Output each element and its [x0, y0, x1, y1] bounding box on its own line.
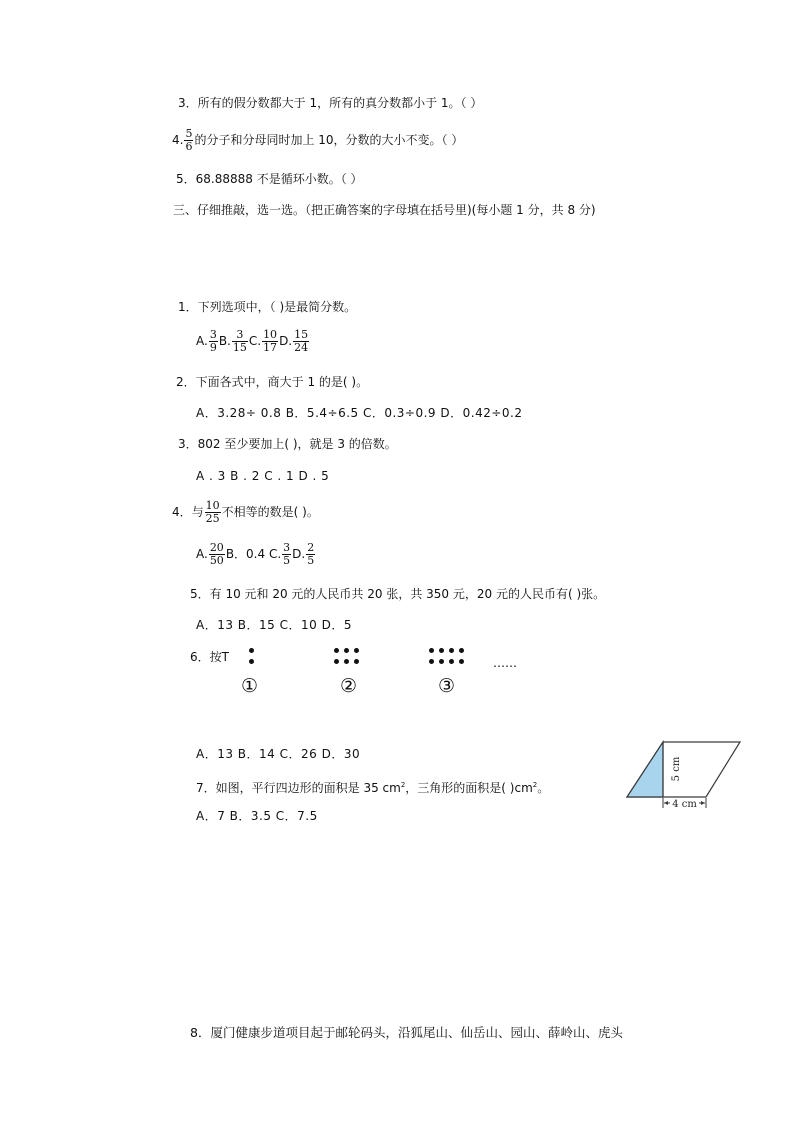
- choice-q2-stem: 2．下面各式中，商大于 1 的是( )。: [176, 375, 369, 389]
- option-c-fraction: $\frac{10}{17}$: [263, 328, 278, 354]
- pattern-label-2: ②: [340, 675, 358, 697]
- base-label: 4 cm: [672, 799, 697, 810]
- q4-stem-fraction: $\frac{10}{25}$: [205, 499, 220, 525]
- pattern-label-3: ③: [438, 675, 456, 697]
- option-a-fraction: $\frac{3}{9}$: [209, 328, 217, 354]
- dot: [249, 648, 254, 653]
- q4-option-a-fraction: $\frac{20}{50}$: [209, 541, 224, 567]
- judge-q4-number: 4.: [172, 133, 184, 147]
- choice-q7-options: A．7 B．3.5 C．7.5: [196, 809, 318, 823]
- parallelogram-figure: [624, 738, 746, 812]
- q4-option-c-fraction: $\frac{3}{5}$: [283, 541, 291, 567]
- choice-q1-stem: 1．下列选项中，（ )是最简分数。: [178, 300, 357, 314]
- judge-q4-fraction: $\frac{5}{6}$: [185, 127, 193, 153]
- option-label-a: A.: [196, 334, 208, 348]
- dot: [249, 659, 254, 664]
- dot: [439, 659, 444, 664]
- choice-q5-stem: 5．有 10 元和 20 元的人民币共 20 张，共 350 元，20 元的人民币有( )张。: [190, 587, 606, 601]
- judge-q4-text: 的分子和分母同时加上 10，分数的大小不变。（ ）: [194, 133, 464, 147]
- judge-q3: 3．所有的假分数都大于 1，所有的真分数都小于 1。（ ）: [178, 96, 483, 110]
- section-heading: 三、仔细推敲，选一选。（把正确答案的字母填在括号里)(每小题 1 分，共 8 分): [173, 203, 596, 217]
- dim-arrow-right: [701, 801, 705, 805]
- dim-arrow-left: [664, 801, 668, 805]
- dot: [439, 648, 444, 653]
- q4-option-d-fraction: $\frac{2}{5}$: [307, 541, 315, 567]
- option-label-b: B.: [218, 334, 231, 348]
- dot: [344, 659, 349, 664]
- judge-q5: 5．68.88888 不是循环小数。（ ）: [176, 172, 363, 186]
- choice-q4-options: A. $\frac{20}{50}$ B．0.4 C. $\frac{3}{5}$ D. $\frac{2}{5}$: [196, 541, 315, 567]
- choice-q3-stem: 3．802 至少要加上( )，就是 3 的倍数。: [178, 437, 397, 451]
- choice-q6-options: A．13 B．14 C．26 D．30: [196, 747, 361, 761]
- option-d-fraction: $\frac{15}{24}$: [294, 328, 309, 354]
- height-label: 5 cm: [671, 756, 682, 782]
- dot: [459, 648, 464, 653]
- option-label-d: D.: [279, 334, 293, 348]
- dot: [344, 648, 349, 653]
- pattern-ellipsis: ……: [493, 656, 517, 670]
- option-b-fraction: $\frac{3}{15}$: [232, 328, 247, 354]
- choice-q3-options: A . 3 B . 2 C . 1 D . 5: [196, 469, 330, 483]
- choice-q5-options: A．13 B．15 C．10 D．5: [196, 618, 352, 632]
- choice-q1-options: [196, 329, 310, 354]
- dot: [449, 659, 454, 664]
- choice-q4-stem: 4．与 $\frac{10}{25}$ 不相等的数是( )。: [172, 499, 319, 525]
- pattern-label-1: ①: [241, 675, 259, 697]
- dot: [429, 648, 434, 653]
- dot: [334, 659, 339, 664]
- dot: [449, 648, 454, 653]
- dot: [429, 659, 434, 664]
- judge-q4: [172, 128, 463, 153]
- choice-q8-stem: 8．厦门健康步道项目起于邮轮码头，沿狐尾山、仙岳山、园山、薛岭山、虎头: [190, 1025, 623, 1040]
- dot: [354, 659, 359, 664]
- choice-q6-stem: 6．按T: [190, 650, 229, 664]
- dot: [459, 659, 464, 664]
- option-label-c: C.: [248, 334, 262, 348]
- dot: [354, 648, 359, 653]
- choice-q2-options: A．3.28÷ 0.8 B．5.4÷6.5 C．0.3÷0.9 D．0.42÷0.2: [196, 406, 523, 420]
- shaded-triangle: [627, 742, 663, 797]
- dot: [334, 648, 339, 653]
- choice-q7-stem: 7．如图，平行四边形的面积是 35 $cm^2$，三角形的面积是( )$cm^2$。: [196, 781, 550, 795]
